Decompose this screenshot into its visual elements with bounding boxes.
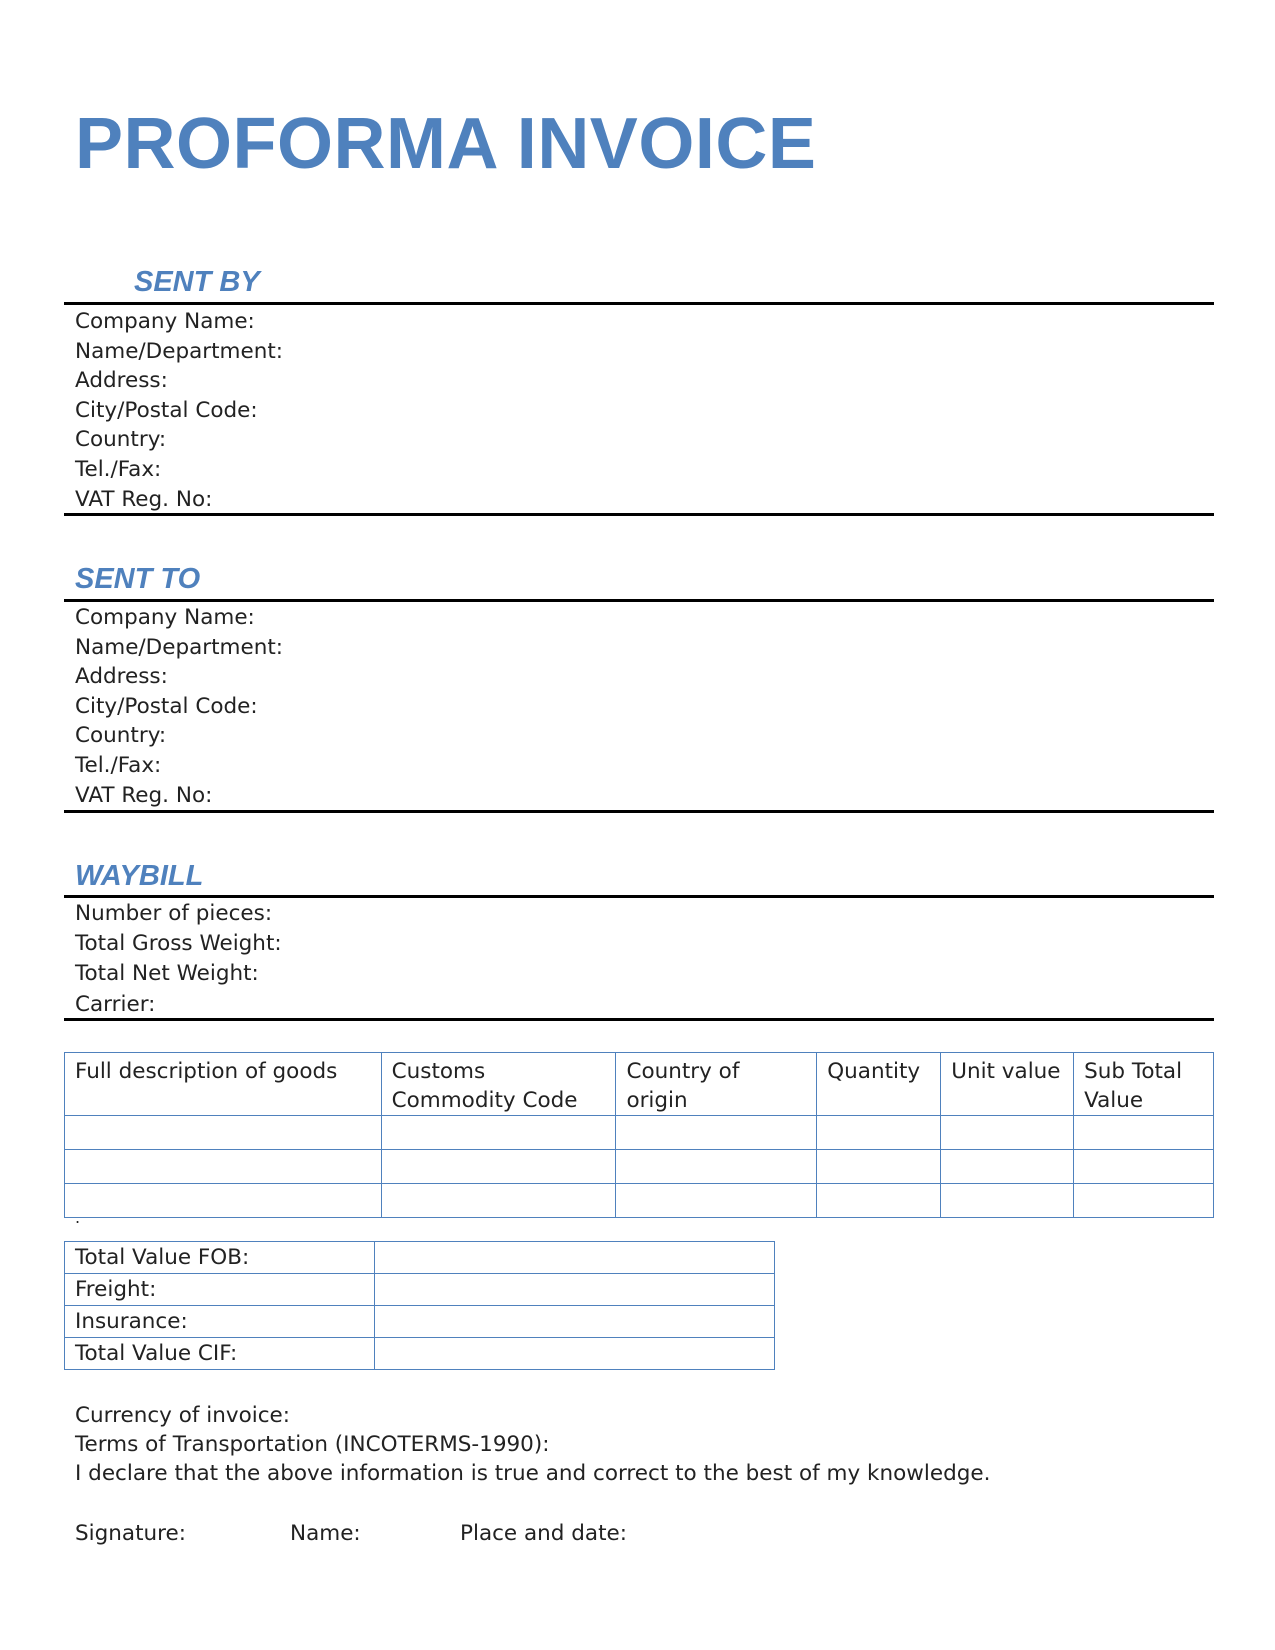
sent-by-vat-reg-no: VAT Reg. No: [75, 486, 213, 512]
header-quantity: Quantity [817, 1053, 941, 1116]
total-value-cif-value[interactable] [374, 1338, 774, 1370]
waybill-fields [75, 899, 282, 1020]
totals-row [65, 1338, 775, 1370]
table-cell[interactable] [616, 1150, 817, 1184]
freight-label: Freight: [65, 1274, 375, 1306]
totals-row [65, 1306, 775, 1338]
header-unit-value: Unit value [941, 1053, 1074, 1116]
table-cell[interactable] [65, 1116, 382, 1150]
total-value-fob-value[interactable] [374, 1242, 774, 1274]
sent-to-address: Address: [75, 664, 168, 690]
waybill-top-rule [64, 895, 1214, 898]
table-row [65, 1116, 1214, 1150]
header-customs-commodity-code: Customs Commodity Code [381, 1053, 616, 1116]
document-title: PROFORMA INVOICE [75, 104, 817, 184]
sent-by-name-department: Name/Department: [75, 338, 284, 364]
sent-to-name-department: Name/Department: [75, 634, 284, 660]
waybill-bottom-rule [64, 1018, 1214, 1021]
table-cell[interactable] [616, 1116, 817, 1150]
waybill-total-gross-weight: Total Gross Weight: [75, 931, 282, 957]
sent-by-top-rule [64, 302, 1214, 305]
name-label: Name: [290, 1521, 361, 1546]
freight-value[interactable] [374, 1274, 774, 1306]
sent-to-company-name: Company Name: [75, 605, 255, 630]
table-cell[interactable] [941, 1184, 1074, 1218]
sent-by-fields [75, 307, 283, 514]
sent-by-company-name: Company Name: [75, 309, 255, 334]
table-cell[interactable] [65, 1184, 382, 1218]
waybill-heading: WAYBILL [75, 860, 204, 892]
place-and-date-label: Place and date: [460, 1521, 628, 1546]
sent-by-bottom-rule [64, 513, 1214, 516]
sent-to-heading: SENT TO [75, 563, 201, 595]
terms-of-transportation: Terms of Transportation (INCOTERMS-1990): [75, 1432, 550, 1457]
table-cell[interactable] [381, 1116, 616, 1150]
header-country-of-origin: Country of origin [616, 1053, 817, 1116]
sent-by-country: Country: [75, 427, 167, 453]
declaration-text: I declare that the above information is true and correct to the best of my knowledge. [75, 1461, 991, 1486]
table-row [65, 1184, 1214, 1218]
table-cell[interactable] [1074, 1184, 1214, 1218]
insurance-label: Insurance: [65, 1306, 375, 1338]
totals-table [64, 1241, 775, 1370]
table-cell[interactable] [817, 1116, 941, 1150]
header-sub-total-value: Sub Total Value [1074, 1053, 1214, 1116]
waybill-total-net-weight: Total Net Weight: [75, 961, 259, 987]
table-cell[interactable] [616, 1184, 817, 1218]
signature-label: Signature: [75, 1521, 186, 1546]
table-cell[interactable] [817, 1150, 941, 1184]
table-cell[interactable] [381, 1184, 616, 1218]
waybill-carrier: Carrier: [75, 991, 156, 1017]
sent-to-city-postal-code: City/Postal Code: [75, 693, 258, 719]
table-row [65, 1150, 1214, 1184]
table-cell[interactable] [381, 1150, 616, 1184]
table-cell[interactable] [941, 1150, 1074, 1184]
goods-table-header-row [65, 1053, 1214, 1116]
total-value-cif-label: Total Value CIF: [65, 1338, 375, 1370]
sent-by-tel-fax: Tel./Fax: [75, 456, 162, 482]
table-cell[interactable] [65, 1150, 382, 1184]
totals-row [65, 1274, 775, 1306]
sent-to-bottom-rule [64, 810, 1214, 813]
total-value-fob-label: Total Value FOB: [65, 1242, 375, 1274]
sent-to-fields [75, 603, 283, 810]
table-cell[interactable] [1074, 1116, 1214, 1150]
sent-to-country: Country: [75, 723, 167, 749]
table-cell[interactable] [941, 1116, 1074, 1150]
header-full-description: Full description of goods [65, 1053, 382, 1116]
sent-to-top-rule [64, 599, 1214, 602]
table-cell[interactable] [817, 1184, 941, 1218]
sent-to-tel-fax: Tel./Fax: [75, 752, 162, 778]
sent-to-vat-reg-no: VAT Reg. No: [75, 782, 213, 808]
goods-table [64, 1052, 1214, 1218]
sent-by-address: Address: [75, 368, 168, 394]
table-cell[interactable] [1074, 1150, 1214, 1184]
separator-dot: . [75, 1208, 81, 1227]
totals-row [65, 1242, 775, 1274]
currency-of-invoice: Currency of invoice: [75, 1403, 290, 1428]
sent-by-heading: SENT BY [134, 266, 260, 298]
insurance-value[interactable] [374, 1306, 774, 1338]
waybill-number-of-pieces: Number of pieces: [75, 901, 273, 926]
sent-by-city-postal-code: City/Postal Code: [75, 397, 258, 423]
